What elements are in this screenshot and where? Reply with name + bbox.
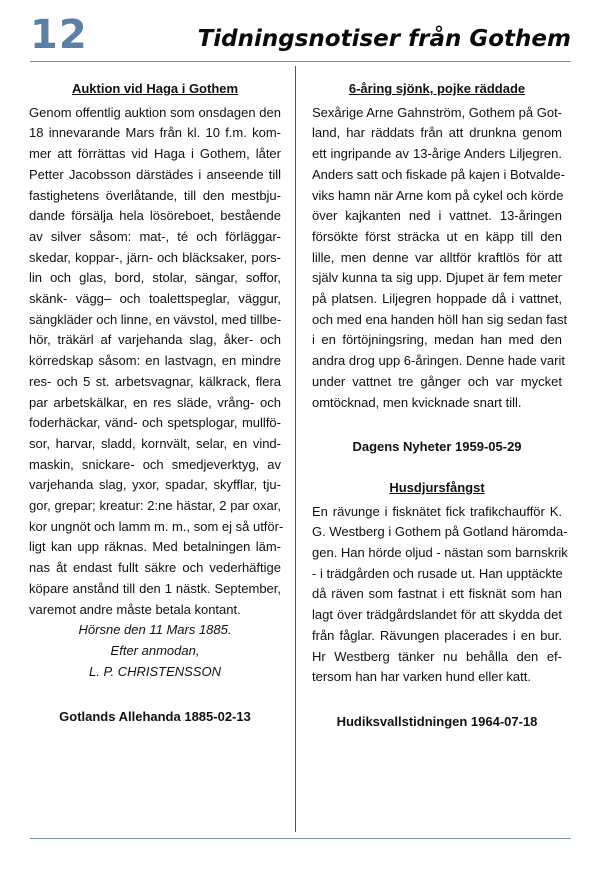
text-line: - i trädgården och rusade ut. Han upptäckte — [312, 565, 563, 581]
text-line: Petter Jacobsson därstädes i anseende till — [29, 166, 281, 182]
text-line: omtöcknad, men kvicknade snart till. — [312, 394, 522, 410]
text-line: kor ungnöt och lamm m. m., som ej så utför- — [29, 518, 284, 534]
text-line: 18 innevarande Mars från kl. 10 f.m. kom- — [29, 125, 281, 141]
text-line: mer att förrättas vid Haga i Gothem, låter — [29, 146, 281, 162]
article-signature — [29, 620, 281, 682]
text-line: själv kunna ta sig upp. Djupet är fem meter — [312, 270, 562, 286]
text-line: från fåglar. Rävungen placerades i en bur. — [312, 627, 562, 643]
text-line: tersom han har varken hund eller katt. — [312, 669, 531, 685]
column-divider — [295, 66, 296, 832]
text-line: land, har räddats från att drunkna genom — [312, 125, 562, 141]
article-headline-auction: Auktion vid Haga i Gothem — [71, 81, 239, 96]
text-line: köpare anstånd till den 1 nästk. September, — [29, 580, 281, 596]
text-line: i en förtöjningsring, medan han med den — [312, 332, 562, 348]
article-source-rescue: Dagens Nyheter 1959-05-29 — [352, 439, 522, 455]
text-line: Anders satt och fiskade på kajen i Botvalde- — [312, 166, 565, 182]
page-number: 12 — [30, 12, 88, 58]
article-body-rescue — [312, 103, 568, 414]
text-line: dande försälja hela lösöreboet, bestående — [29, 208, 281, 224]
article-headline-rescue: 6-åring sjönk, pojke räddade — [348, 81, 526, 96]
text-line: hör, träkärl af varjehanda slag, åker- och — [29, 332, 281, 348]
text-line: och med ena handen höll han sig sedan fast — [312, 311, 568, 327]
text-line: ligt kan upp räknas. Med betalningen läm- — [29, 539, 281, 555]
text-line: par arbetskälkar, en res släde, vrång- och — [29, 394, 281, 410]
article-body-fox — [312, 502, 568, 688]
text-line: försökte först sträcka ut en käpp till den — [312, 228, 562, 244]
text-line: Genom offentlig auktion som onsdagen den — [29, 104, 281, 120]
left-column — [29, 66, 284, 728]
right-column — [312, 66, 568, 733]
text-line: körredskap såsom: en lastvagn, en mindre — [29, 353, 281, 369]
text-line: Hr Westberg tänker nu behålla den ef- — [312, 648, 562, 664]
signature-line: Efter anmodan, — [110, 642, 200, 658]
text-line: lagt över trädgårdslandet för att skydda det — [312, 607, 562, 623]
text-line: sor, harvar, sladd, kornvält, selar, en vind- — [29, 435, 281, 451]
header-rule — [30, 61, 571, 62]
text-line: G. Westberg i Gothem på Gotland häromda- — [312, 524, 568, 540]
text-line: på platsen. Liljegren hoppade då i vattnet, — [312, 291, 562, 307]
text-line: gor, grepar; kreatur: 2:ne hästar, 2 par oxar, — [29, 498, 281, 514]
text-line: maskin, snickare- och smedjeverktyg, av — [29, 456, 281, 472]
signature-line: L. P. CHRISTENSSON — [89, 663, 221, 679]
text-line: Sexårige Arne Gahnström, Gothem på Got- — [312, 104, 563, 120]
text-line: skedar, koppar-, järn- och bläcksaker, pors- — [29, 249, 281, 265]
text-line: andra drog upp 6-åringen. Denne hade varit — [312, 353, 565, 369]
text-line: ett ingripande av 13-årige Anders Liljegren. — [312, 146, 562, 162]
text-line: under vattnet tre gånger och var mycket — [312, 373, 562, 389]
text-line: skänk- vägg– och toalettspeglar, väggur, — [29, 291, 281, 307]
text-line: nas åt endast fullt säkre och vederhäftige — [29, 560, 281, 576]
page-title: Tidningsnotiser från Gothem — [197, 26, 571, 52]
text-line: varjehanda slag, yxor, spadar, skyfflar, tju- — [29, 477, 281, 493]
text-line: viks hamn när Arne kom på cykel och körde — [312, 187, 564, 203]
article-source-fox: Hudiksvallstidningen 1964-07-18 — [336, 713, 538, 729]
text-line: då räven som fastnat i ett fisknät som han — [312, 586, 562, 602]
text-line: av silver såsom: mat-, té och förläggar- — [29, 228, 281, 244]
text-line: över kajkanten ned i vattnet. 13-åringen — [312, 208, 562, 224]
text-line: varemot andre måste betala kontant. — [29, 601, 241, 617]
text-line: sängkläder och linne, en vävstol, med tillbe- — [29, 311, 282, 327]
text-line: gen. Han hörde oljud - nästan som barnskrik — [312, 545, 568, 561]
text-line: lille, men denne var alltför kraftlös för att — [312, 249, 562, 265]
article-body-auction — [29, 103, 284, 621]
text-line: fastighetens överlåtande, till den mestbju- — [29, 187, 281, 203]
article-headline-fox: Husdjursfångst — [389, 479, 485, 495]
article-source-auction: Gotlands Allehanda 1885-02-13 — [59, 709, 251, 725]
signature-line: Hörsne den 11 Mars 1885. — [78, 622, 232, 638]
footer-rule — [30, 838, 571, 839]
text-line: res- och 5 st. arbetsvagnar, kälkrack, flera — [29, 373, 281, 389]
text-line: foderhäckar, vänd- och spetsplogar, mullfö- — [29, 415, 281, 431]
text-line: En rävunge i fisknätet fick trafikchaufför K. — [312, 503, 562, 519]
text-line: lin och glas, bord, stolar, sängar, soffor, — [29, 270, 281, 286]
